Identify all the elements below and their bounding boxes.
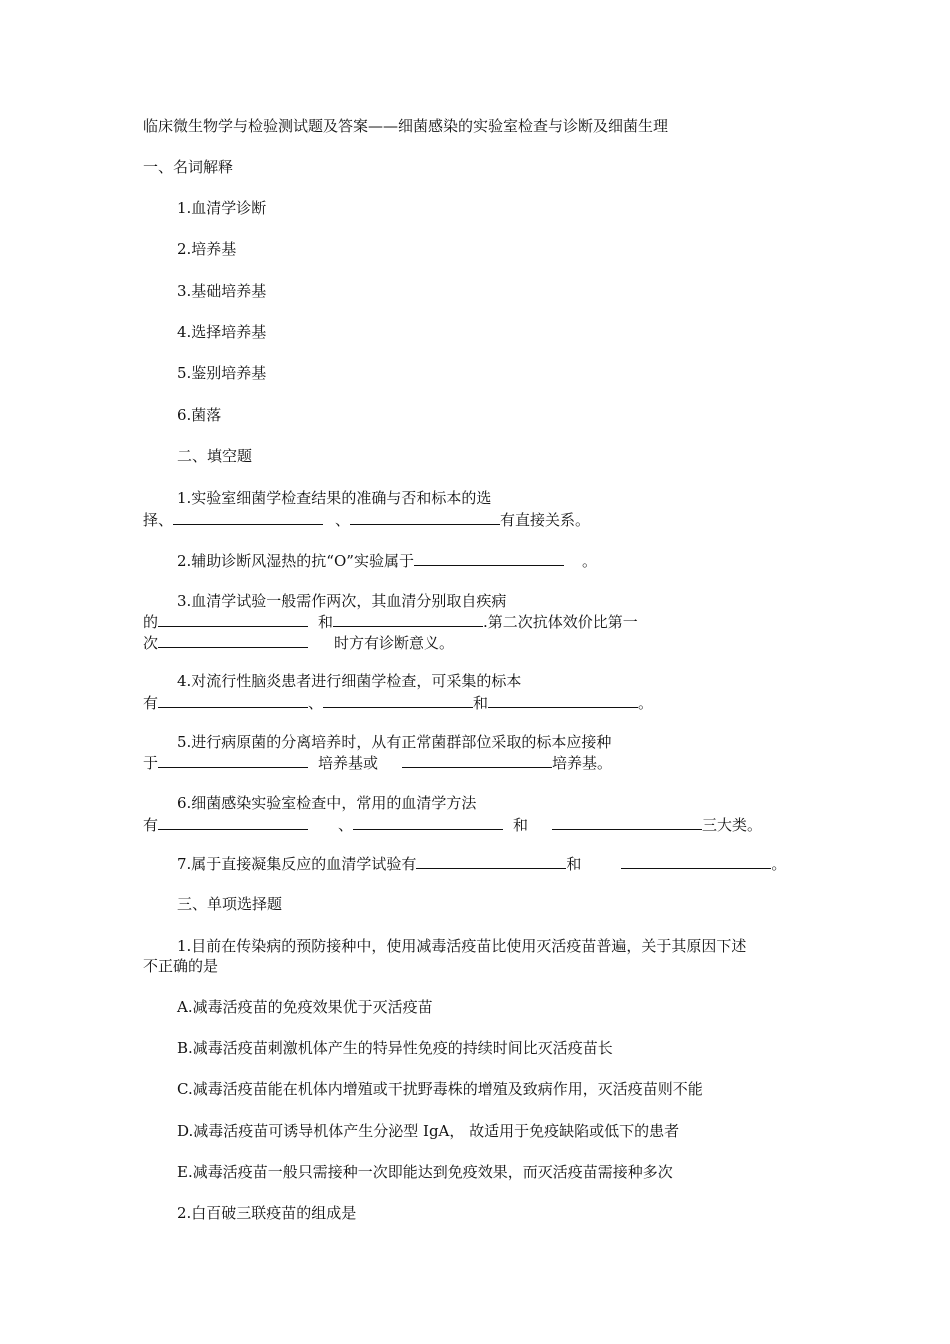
choice-option-e: E.减毒活疫苗一般只需接种一次即能达到免疫效果，而灭活疫苗需接种多次: [177, 1163, 673, 1181]
answer-blank[interactable]: [621, 853, 771, 869]
term-item: 4.选择培养基: [177, 323, 267, 341]
term-item: 3.基础培养基: [177, 282, 267, 300]
term-item: 6.菌落: [177, 406, 222, 424]
term-item: 1.血清学诊断: [177, 199, 267, 217]
fill-question-text: 4.对流行性脑炎患者进行细菌学检查，可采集的标本: [177, 672, 522, 690]
fill-question-line: 有 、 和 三大类。: [143, 816, 763, 834]
answer-blank[interactable]: [158, 611, 308, 627]
choice-option-a: A.减毒活疫苗的免疫效果优于灭活疫苗: [177, 998, 433, 1016]
answer-blank[interactable]: [158, 692, 308, 708]
choice-question-text: 不正确的是: [143, 957, 219, 975]
choice-option-b: B.减毒活疫苗刺激机体产生的特异性免疫的持续时间比灭活疫苗长: [177, 1039, 613, 1057]
answer-blank[interactable]: [173, 509, 323, 525]
choice-option-d: D.减毒活疫苗可诱导机体产生分泌型 IgA， 故适用于免疫缺陷或低下的患者: [177, 1122, 680, 1140]
fill-question-line: 于 培养基或 培养基。: [143, 754, 613, 772]
answer-blank[interactable]: [552, 814, 702, 830]
fill-question-line: 的 和 .第二次抗体效价比第一: [143, 613, 638, 631]
fill-question-text: 3.血清学试验一般需作两次，其血清分别取自疾病: [177, 592, 507, 610]
answer-blank[interactable]: [414, 550, 564, 566]
document-title: 临床微生物学与检验测试题及答案——细菌感染的实验室检查与诊断及细菌生理: [143, 117, 669, 135]
fill-question-line: 次 时方有诊断意义。: [143, 634, 455, 652]
answer-blank[interactable]: [158, 752, 308, 768]
answer-blank[interactable]: [333, 611, 483, 627]
choice-question-text: 2.白百破三联疫苗的组成是: [177, 1204, 357, 1222]
answer-blank[interactable]: [158, 632, 308, 648]
choice-question-text: 1.目前在传染病的预防接种中，使用减毒活疫苗比使用灭活疫苗普遍，关于其原因下述: [177, 937, 747, 955]
fill-question-line: 有 、 和 。: [143, 694, 654, 712]
answer-blank[interactable]: [323, 692, 473, 708]
answer-blank[interactable]: [353, 814, 503, 830]
answer-blank[interactable]: [416, 853, 566, 869]
fill-question-line: 7.属于直接凝集反应的血清学试验有 和 。: [177, 855, 787, 873]
fill-question-text: 5.进行病原菌的分离培养时，从有正常菌群部位采取的标本应接种: [177, 733, 612, 751]
term-item: 2.培养基: [177, 240, 237, 258]
section-heading: 三、单项选择题: [177, 895, 283, 913]
answer-blank[interactable]: [350, 509, 500, 525]
fill-question-text: 6.细菌感染实验室检查中，常用的血清学方法: [177, 794, 477, 812]
section-heading: 二、填空题: [177, 447, 253, 465]
section-heading: 一、名词解释: [143, 158, 234, 176]
fill-question-line: 2.辅助诊断风湿热的抗“O”实验属于 。: [177, 552, 597, 570]
fill-question-text: 1.实验室细菌学检查结果的准确与否和标本的选: [177, 489, 492, 507]
term-item: 5.鉴别培养基: [177, 364, 267, 382]
choice-option-c: C.减毒活疫苗能在机体内增殖或干扰野毒株的增殖及致病作用，灭活疫苗则不能: [177, 1080, 703, 1098]
answer-blank[interactable]: [158, 814, 308, 830]
fill-question-line: 择、 、 有直接关系。: [143, 511, 591, 529]
answer-blank[interactable]: [402, 752, 552, 768]
answer-blank[interactable]: [488, 692, 638, 708]
